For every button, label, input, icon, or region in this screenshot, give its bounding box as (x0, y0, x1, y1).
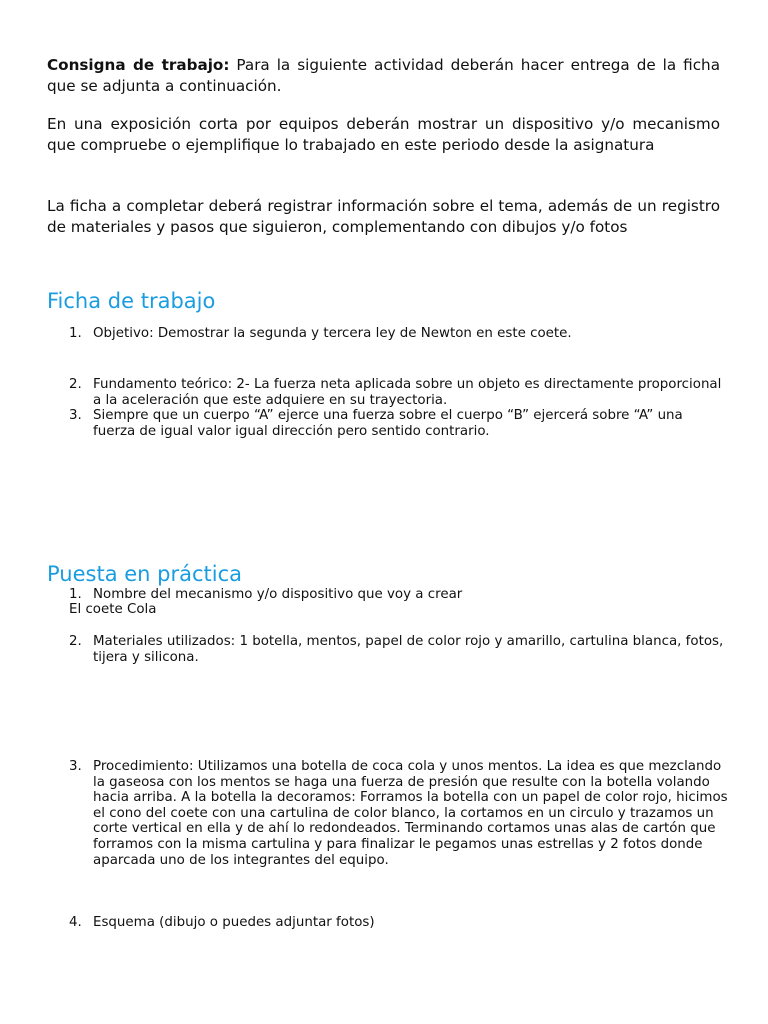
ficha-item-number: 2. (69, 377, 82, 392)
practica-item-procedimiento (69, 759, 729, 868)
ficha-item-fundamento (69, 377, 729, 408)
practica-item-materiales (69, 634, 729, 665)
ficha-item-tercera-ley (69, 408, 729, 439)
ficha-item-text: Siempre que un cuerpo “A” ejerce una fuerza sobre el cuerpo “B” ejercerá sobre “A” una fuerza de igual valor igual dirección pero sentido contrario. (93, 408, 683, 439)
practica-item-text: Nombre del mecanismo y/o dispositivo que voy a crear (93, 587, 463, 602)
practica-item-number: 2. (69, 634, 82, 649)
practica-item-text: Procedimiento: Utilizamos una botella de coca cola y unos mentos. La idea es que mezclando la gaseosa con los mentos se haga una fuerza de presión que resulte con la botella volando hacia arriba. A la botella la decoramos: Forramos la botella con un papel de color rojo, hicimos el cono del coete con una cartulina de color blanco, la cortamos en un circulo y trazamos un corte vertical en ella y de ahí lo redondeados. Terminando cortamos unas alas de cartón que forramos con la misma cartulina y para finalizar le pegamos unas estrellas y 2 fotos donde aparcada uno de los integrantes del equipo. (93, 759, 728, 868)
practica-answer-nombre: El coete Cola (69, 602, 157, 617)
consigna-text: Para la siguiente actividad deberán hacer entrega de la ficha que se adjunta a continuación. (47, 56, 720, 95)
ficha-item-text: Fundamento teórico: 2- La fuerza neta aplicada sobre un objeto es directamente proporcional a la aceleración que este adquiere en su trayectoria. (93, 377, 722, 408)
practica-item-esquema (69, 915, 729, 931)
practica-item-number: 4. (69, 915, 82, 930)
ficha-item-text: Objetivo: Demostrar la segunda y tercera ley de Newton en este coete. (93, 326, 572, 341)
practica-item-number: 1. (69, 587, 82, 602)
consigna-paragraph (47, 55, 720, 97)
practica-item-text: Esquema (dibujo o puedes adjuntar fotos) (93, 915, 375, 930)
exposicion-paragraph: En una exposición corta por equipos deberán mostrar un dispositivo y/o mecanismo que compruebe o ejemplifique lo trabajado en este periodo desde la asignatura (47, 115, 720, 154)
practica-item-number: 3. (69, 759, 82, 774)
ficha-item-number: 1. (69, 326, 82, 341)
practica-item-nombre (69, 587, 729, 603)
practica-item-text: Materiales utilizados: 1 botella, mentos, papel de color rojo y amarillo, cartulina blanca, fotos, tijera y silicona. (93, 634, 724, 665)
ficha-description-paragraph: La ficha a completar deberá registrar información sobre el tema, además de un registro de materiales y pasos que siguieron, complementando con dibujos y/o fotos (47, 197, 720, 236)
consigna-label: Consigna de trabajo: (47, 56, 230, 74)
practica-heading: Puesta en práctica (47, 562, 243, 586)
ficha-item-number: 3. (69, 408, 82, 423)
ficha-heading: Ficha de trabajo (47, 289, 216, 313)
ficha-item-objetivo (69, 326, 729, 342)
